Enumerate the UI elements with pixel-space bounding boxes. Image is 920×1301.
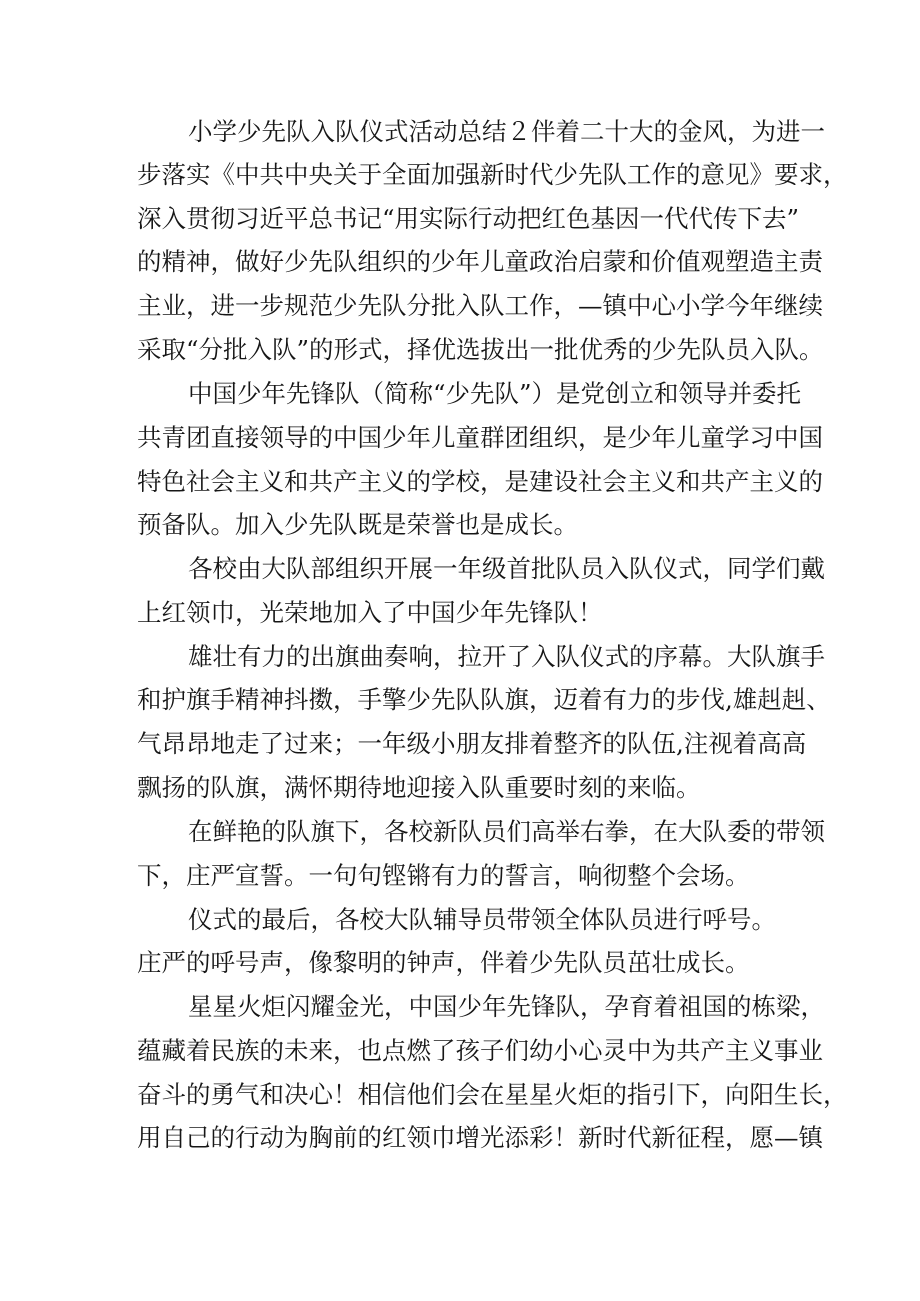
text-line: 星星火炬闪耀金光，中国少年先锋队，孕育着祖国的栋梁， — [188, 992, 825, 1021]
text-line: 和护旗手精神抖擞，手擎少先队队旗，迈着有力的步伐,雄赳赳、 — [137, 685, 831, 714]
text-line: 共青团直接领导的中国少年儿童群团组织，是少年儿童学习中国 — [137, 423, 823, 452]
text-line: 特色社会主义和共产主义的学校，是建设社会主义和共产主义的 — [137, 467, 823, 496]
text-line: 雄壮有力的出旗曲奏响，拉开了入队仪式的序幕。大队旗手 — [188, 642, 825, 671]
text-line: 各校由大队部组织开展一年级首批队员入队仪式，同学们戴 — [188, 554, 825, 583]
text-line: 中国少年先锋队（简称“少先队”）是党创立和领导并委托 — [188, 379, 802, 408]
text-line: 奋斗的勇气和决心！相信他们会在星星火炬的指引下，向阳生长， — [137, 1080, 848, 1109]
text-line: 用自己的行动为胸前的红领巾增光添彩！新时代新征程，愿—镇 — [137, 1123, 823, 1152]
text-line: 步落实《中共中央关于全面加强新时代少先队工作的意见》要求， — [137, 160, 848, 189]
text-line: 气昂昂地走了过来；一年级小朋友排着整齐的队伍,注视着高高 — [137, 729, 807, 758]
text-line: 仪式的最后，各校大队辅导员带领全体队员进行呼号。 — [188, 905, 776, 934]
text-line: 上红领巾，光荣地加入了中国少年先锋队！ — [137, 598, 603, 627]
text-line: 采取“分批入队”的形式，择优选拔出一批优秀的少先队员入队。 — [137, 335, 824, 364]
text-line: 的精神，做好少先队组织的少年儿童政治启蒙和价值观塑造主责 — [137, 247, 823, 276]
text-line: 下，庄严宣誓。一句句铿锵有力的誓言，响彻整个会场。 — [137, 861, 750, 890]
text-line: 小学少先队入队仪式活动总结２伴着二十大的金风，为进一 — [188, 117, 825, 146]
text-line: 在鲜艳的队旗下，各校新队员们高举右拳，在大队委的带领 — [188, 817, 825, 846]
text-line: 预备队。加入少先队既是荣誉也是成长。 — [137, 510, 578, 539]
text-line: 深入贯彻习近平总书记“用实际行动把红色基因一代代传下去” — [137, 204, 800, 233]
text-line: 蕴藏着民族的未来，也点燃了孩子们幼小心灵中为共产主义事业 — [137, 1036, 823, 1065]
text-line: 主业，进一步规范少先队分批入队工作，—镇中心小学今年继续 — [137, 291, 823, 320]
text-line: 庄严的呼号声，像黎明的钟声，伴着少先队员茁壮成长。 — [137, 948, 750, 977]
text-line: 飘扬的队旗，满怀期待地迎接入队重要时刻的来临。 — [137, 773, 701, 802]
